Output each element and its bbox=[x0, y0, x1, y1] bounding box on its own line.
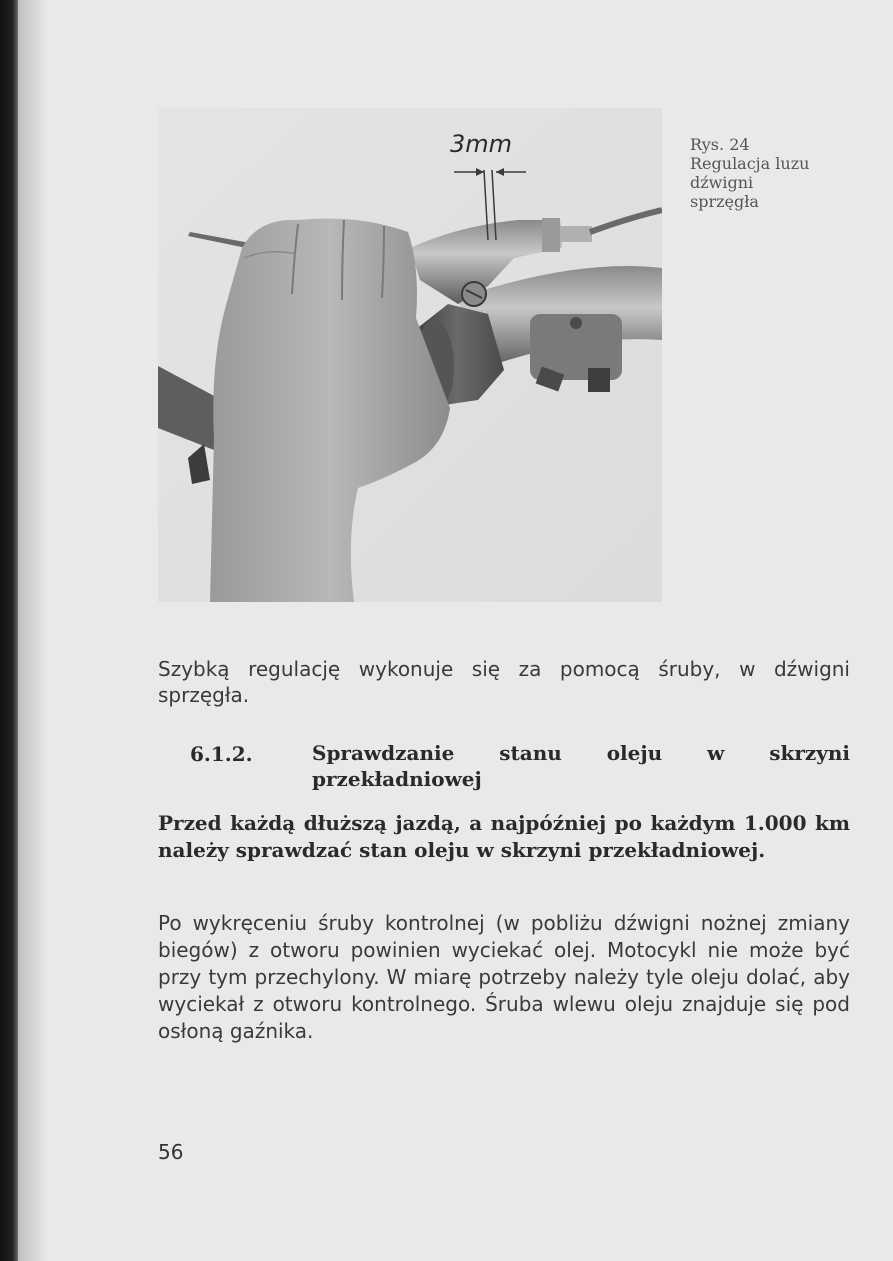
figure-caption bbox=[690, 135, 880, 211]
caption-line-2: dźwigni bbox=[690, 173, 754, 192]
paragraph-oil-check-procedure: Po wykręceniu śruby kontrolnej (w pobliżu dźwigni nożnej zmiany biegów) z otworu powinien wyciekać olej. Motocykl nie może być przy tym przechylony. W miarę potrzeby należy tyle oleju dolać, aby wyciekał z otworu kontrolnego. Śruba wlewu oleju znajduje się pod osłoną gaźnika. bbox=[158, 911, 850, 1043]
caption-line-1: Regulacja luzu bbox=[690, 154, 810, 173]
page-number: 56 bbox=[158, 1140, 184, 1164]
page-gutter-shadow bbox=[18, 0, 48, 1261]
figure-number: Rys. 24 bbox=[690, 135, 750, 154]
book-spine bbox=[0, 0, 18, 1261]
paragraph-quick-adjustment: Szybką regulację wykonuje się za pomocą śruby, w dźwigni sprzęgła. bbox=[158, 657, 850, 707]
section-title: Sprawdzanie stanu oleju w skrzyni przekładniowej bbox=[312, 741, 850, 791]
clutch-lever-figure bbox=[158, 108, 662, 602]
section-number: 6.1.2. bbox=[190, 742, 253, 766]
caption-line-3: sprzęgła bbox=[690, 192, 759, 211]
clutch-lever-photo bbox=[158, 108, 662, 602]
measurement-label: 3mm bbox=[450, 130, 513, 158]
paragraph-oil-check-interval: Przed każdą dłuższą jazdą, a najpóźniej po każdym 1.000 km należy sprawdzać stan oleju w skrzyni przekładniowej. bbox=[158, 811, 850, 862]
